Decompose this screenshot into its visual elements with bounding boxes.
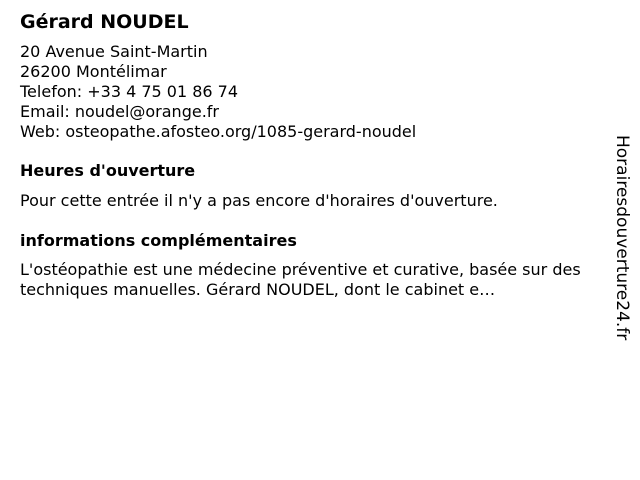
website-link[interactable]: Web: osteopathe.afosteo.org/1085-gerard-noudel [20, 122, 417, 141]
additional-info-heading: informations complémentaires [20, 231, 297, 250]
phone-number[interactable]: Telefon: +33 4 75 01 86 74 [20, 82, 239, 101]
additional-info-text: L'ostéopathie est une médecine préventive et curative, basée sur des techniques manuelles. Gérard NOUDEL, dont le cabinet e… [20, 260, 581, 299]
business-name: Gérard NOUDEL [20, 11, 189, 33]
listing-content [20, 9, 590, 300]
email-address[interactable]: Email: noudel@orange.fr [20, 102, 219, 121]
city-postcode: 26200 Montélimar [20, 62, 167, 81]
street-address: 20 Avenue Saint-Martin [20, 42, 208, 61]
contact-block [20, 42, 590, 142]
opening-hours-heading: Heures d'ouverture [20, 161, 196, 180]
opening-hours-text: Pour cette entrée il n'y a pas encore d'horaires d'ouverture. [20, 191, 498, 210]
site-brand-watermark: Horairesdouverture24.fr [612, 135, 632, 341]
